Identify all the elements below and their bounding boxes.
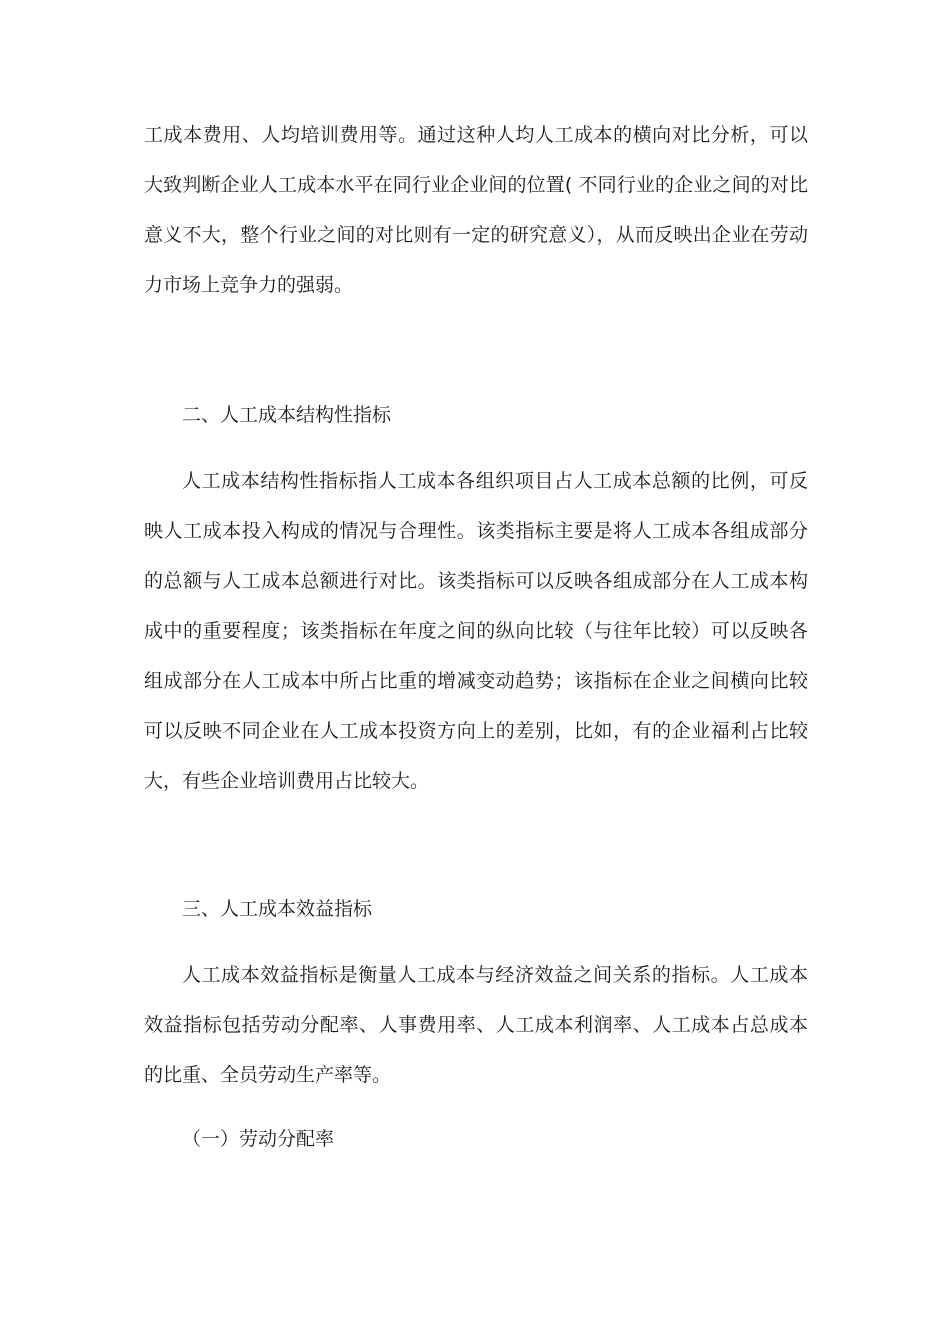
subsection-heading-labor-distribution-rate: （一）劳动分配率 xyxy=(182,1128,335,1150)
paragraph-per-capita-cost-comparison: 工成本费用、人均培训费用等。通过这种人均人工成本的横向对比分析，可以大致判断企业人工成本水平在同行业企业间的位置( 不同行业的企业之间的对比意义不大，整个行业之间的对比则有一定的研究意义），从而反映出企业在劳动力市场上竞争力的强弱。 xyxy=(144,124,808,296)
section-heading-structural-indicators: 二、人工成本结构性指标 xyxy=(182,404,392,426)
section-heading-efficiency-indicators: 三、人工成本效益指标 xyxy=(182,898,373,920)
paragraph-structural-indicators: 人工成本结构性指标指人工成本各组织项目占人工成本总额的比例，可反映人工成本投入构成的情况与合理性。该类指标主要是将人工成本各组成部分的总额与人工成本总额进行对比。该类指标可以反映各组成部分在人工成本构成中的重要程度；该类指标在年度之间的纵向比较（与往年比较）可以反映各组成部分在人工成本中所占比重的增减变动趋势；该指标在企业之间横向比较可以反映不同企业在人工成本投资方向上的差别，比如，有的企业福利占比较大，有些企业培训费用占比较大。 xyxy=(144,470,808,792)
paragraph-efficiency-indicators: 人工成本效益指标是衡量人工成本与经济效益之间关系的指标。人工成本效益指标包括劳动分配率、人事费用率、人工成本利润率、人工成本占总成本的比重、全员劳动生产率等。 xyxy=(144,964,808,1086)
